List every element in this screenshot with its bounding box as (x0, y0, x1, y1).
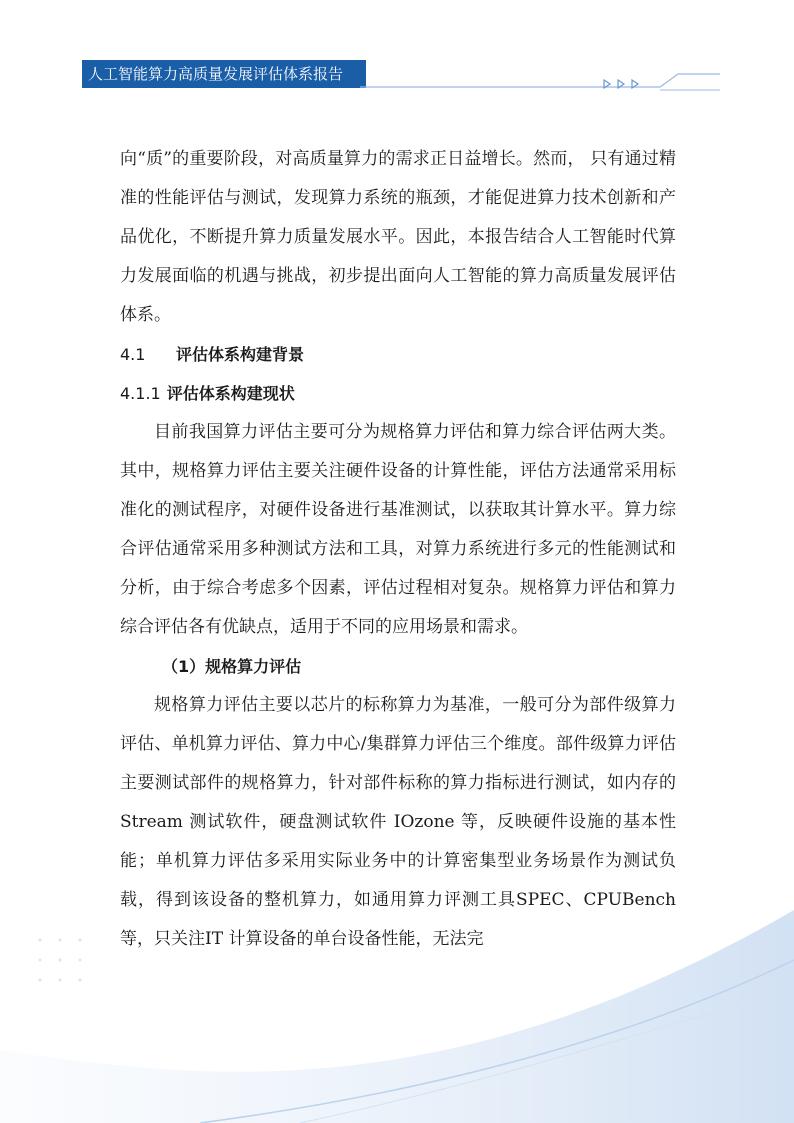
status-paragraph: 目前我国算力评估主要可分为规格算力评估和算力综合评估两大类。其中，规格算力评估主要关注硬件设备的计算性能，评估方法通常采用标准化的测试程序，对硬件设备进行基准测试，以获取其计算水平。算力综合评估通常采用多种测试方法和工具，对算力系统进行多元的性能测试和分析，由于综合考虑多个因素，评估过程相对复杂。规格算力评估和算力综合评估各有优缺点，适用于不同的应用场景和需求。 (120, 422, 676, 637)
header-line-decoration (360, 70, 720, 94)
subsection-heading-spec: （1）规格算力评估 (162, 657, 302, 676)
section-heading-4-1 (120, 335, 676, 374)
section-title: 评估体系构建背景 (176, 345, 305, 364)
page-content (120, 140, 676, 959)
section-heading-4-1-1 (120, 374, 676, 413)
spec-paragraph: 规格算力评估主要以芯片的标称算力为基准，一般可分为部件级算力评估、单机算力评估、算力中心/集群算力评估三个维度。部件级算力评估主要测试部件的规格算力，针对部件标称的算力指标进行测试，如内存的 Stream 测试软件，硬盘测试软件 IOzone 等，反映硬件设施的基本性能；单机算力评估多采用实际业务中的计算密集型业务场景作为测试负载，得到该设备的整机算力，如通用算力评测工具SPEC、CPUBench 等，只关注IT 计算设备的单台设备性能，无法完 (120, 695, 676, 949)
section-number: 4.1 (120, 345, 146, 364)
report-header-title: 人工智能算力高质量发展评估体系报告 (82, 60, 366, 88)
section-title: 评估体系构建现状 (166, 384, 295, 403)
section-number: 4.1.1 (120, 384, 161, 403)
intro-paragraph: 向“质”的重要阶段，对高质量算力的需求正日益增长。然而， 只有通过精准的性能评估与测试，发现算力系统的瓶颈，才能促进算力技术创新和产品优化，不断提升算力质量发展水平。因此，本报告结合人工智能时代算力发展面临的机遇与挑战，初步提出面向人工智能的算力高质量发展评估体系。 (120, 149, 676, 325)
